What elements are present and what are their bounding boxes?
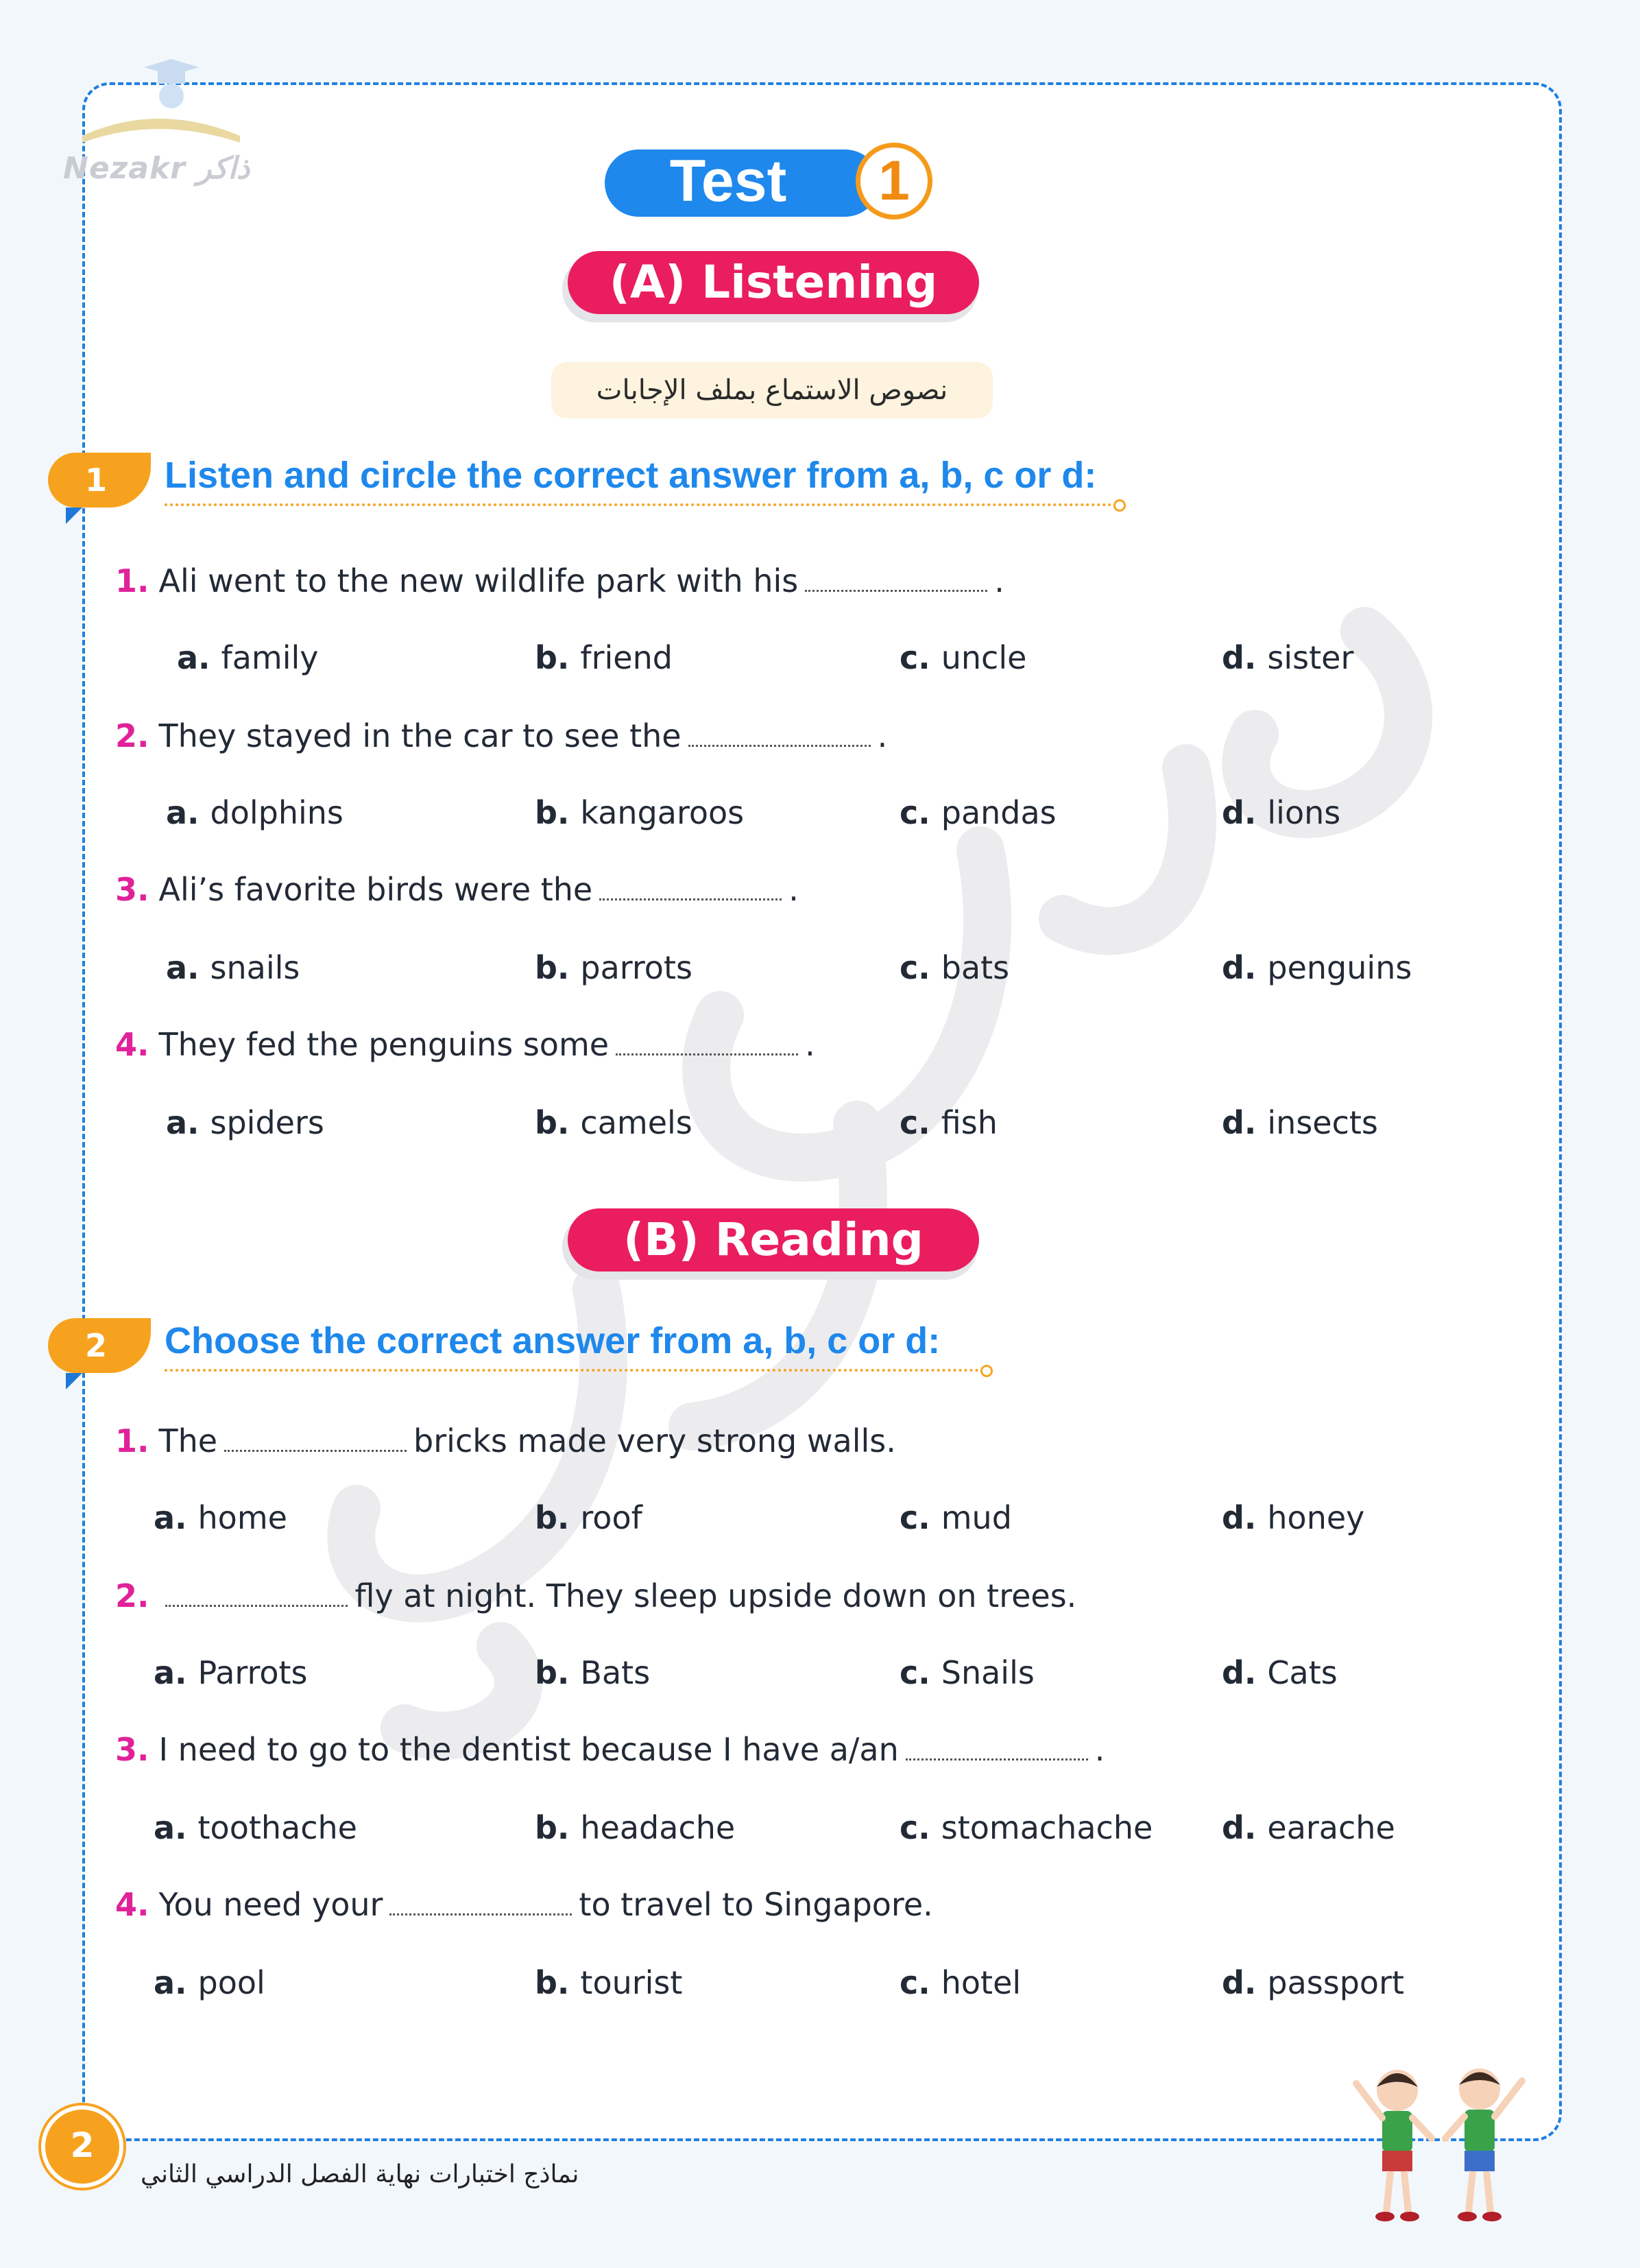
section-a-title: (A) Listening [568, 251, 979, 314]
q1-item-3-option-a[interactable]: a. snails [166, 949, 300, 986]
q1-item-1-option-c[interactable]: c. uncle [900, 639, 1027, 676]
answer-blank[interactable] [224, 1428, 407, 1452]
q1-item-3-option-d[interactable]: d. penguins [1222, 949, 1412, 986]
q2-item-3: 3. I need to go to the dentist because I have a/an . [115, 1731, 1105, 1768]
answer-blank[interactable] [389, 1891, 572, 1915]
q1-item-4-option-a[interactable]: a. spiders [166, 1104, 324, 1141]
q1-item-4-option-d[interactable]: d. insects [1222, 1104, 1378, 1141]
question-2-underline-dot [980, 1365, 993, 1377]
q2-item-3-option-a[interactable]: a. toothache [154, 1809, 357, 1846]
q2-item-4-option-c[interactable]: c. hotel [900, 1964, 1022, 2001]
q1-item-2-option-a[interactable]: a. dolphins [166, 794, 343, 831]
question-1-number: 1 [84, 462, 107, 499]
section-b-title: (B) Reading [568, 1208, 979, 1272]
q1-item-1: 1. Ali went to the new wildlife park with his . [115, 562, 1004, 599]
q2-item-3-option-c[interactable]: c. stomachache [900, 1809, 1153, 1846]
answer-blank[interactable] [906, 1736, 1088, 1760]
q2-item-4-option-a[interactable]: a. pool [154, 1964, 265, 2001]
q1-item-3-option-b[interactable]: b. parrots [535, 949, 692, 986]
q1-item-1-option-a[interactable]: a. family [177, 639, 319, 676]
page-number: 2 [41, 2105, 123, 2188]
question-2-tab-fold [66, 1373, 82, 1389]
q1-item-1-option-b[interactable]: b. friend [535, 639, 673, 676]
q2-item-4-option-b[interactable]: b. tourist [535, 1964, 683, 2001]
q1-item-2-option-c[interactable]: c. pandas [900, 794, 1057, 831]
answer-blank[interactable] [616, 1031, 798, 1055]
q2-item-1-option-b[interactable]: b. roof [535, 1499, 642, 1536]
question-1-title: Listen and circle the correct answer from a, b, c or d: [165, 455, 1097, 496]
q2-item-4: 4. You need your to travel to Singapore. [115, 1886, 933, 1923]
q1-item-4-option-c[interactable]: c. fish [900, 1104, 998, 1141]
q2-item-1-option-c[interactable]: c. mud [900, 1499, 1012, 1536]
listening-note: نصوص الاستماع بملف الإجابات [551, 362, 993, 418]
q1-item-3: 3. Ali’s favorite birds were the . [115, 871, 799, 908]
q2-item-3-option-b[interactable]: b. headache [535, 1809, 736, 1846]
q1-item-1-option-d[interactable]: d. sister [1222, 639, 1354, 676]
q2-item-4-option-d[interactable]: d. passport [1222, 1964, 1405, 2001]
q2-item-3-option-d[interactable]: d. earache [1222, 1809, 1395, 1846]
q2-item-2-option-a[interactable]: a. Parrots [154, 1654, 308, 1691]
question-2-title: Choose the correct answer from a, b, c or d: [165, 1320, 941, 1361]
q2-item-2-option-b[interactable]: b. Bats [535, 1654, 651, 1691]
kids-illustration [1342, 2056, 1541, 2228]
logo-text: Nezakr ذاكر [63, 151, 250, 186]
answer-blank[interactable] [165, 1583, 348, 1607]
q2-item-2-option-c[interactable]: c. Snails [900, 1654, 1035, 1691]
q1-item-2-option-d[interactable]: d. lions [1222, 794, 1341, 831]
footer-book-title: نماذج اختبارات نهاية الفصل الدراسي الثاني [141, 2160, 579, 2188]
answer-blank[interactable] [599, 876, 782, 900]
question-1-underline-dot [1113, 499, 1126, 512]
question-2-number: 2 [84, 1327, 107, 1364]
q2-item-2-option-d[interactable]: d. Cats [1222, 1654, 1338, 1691]
test-number: 1 [856, 143, 932, 219]
answer-blank[interactable] [688, 723, 871, 747]
q1-item-3-option-c[interactable]: c. bats [900, 949, 1010, 986]
question-1-tab-fold [66, 508, 82, 524]
q2-item-1-option-a[interactable]: a. home [154, 1499, 287, 1536]
test-label: Test [669, 148, 787, 214]
q1-item-2: 2. They stayed in the car to see the . [115, 717, 888, 754]
q2-item-2: 2. fly at night. They sleep upside down on trees. [115, 1577, 1077, 1614]
q2-item-1-option-d[interactable]: d. honey [1222, 1499, 1365, 1536]
q1-item-4-option-b[interactable]: b. camels [535, 1104, 692, 1141]
q2-item-1: 1. The bricks made very strong walls. [115, 1422, 896, 1459]
q1-item-4: 4. They fed the penguins some . [115, 1026, 815, 1063]
question-2-underline [165, 1369, 985, 1372]
answer-blank[interactable] [805, 568, 987, 592]
q1-item-2-option-b[interactable]: b. kangaroos [535, 794, 745, 831]
question-1-underline [165, 503, 1118, 506]
